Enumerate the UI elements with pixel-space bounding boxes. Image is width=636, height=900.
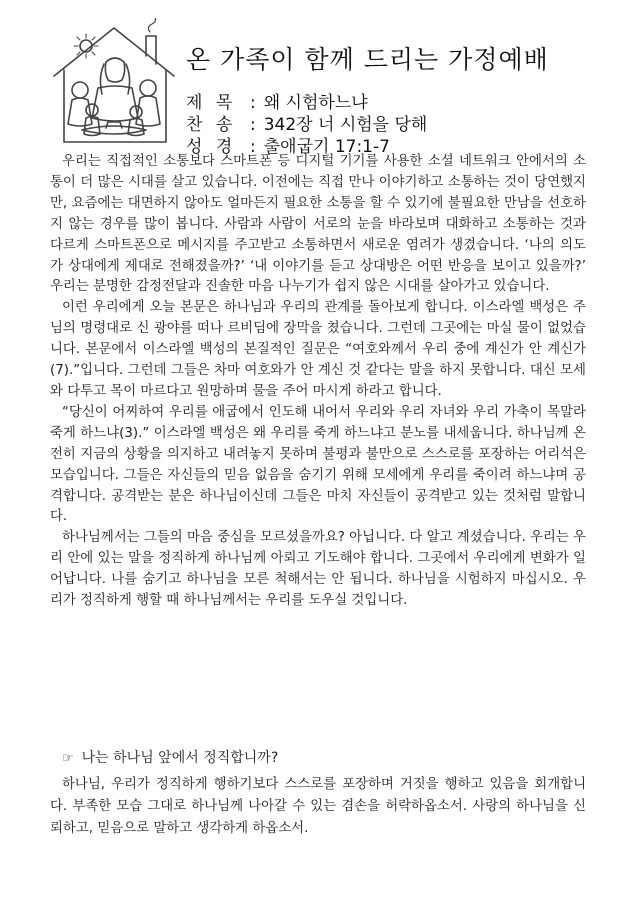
question-text: 나는 하나님 앞에서 정직합니까? — [81, 750, 279, 766]
page-title: 온 가족이 함께 드리는 가정예배 — [186, 45, 549, 74]
scripture-label: 성 경 — [186, 137, 237, 157]
sermon-title-row: 제 목 : 왜 시험하느냐 — [186, 88, 368, 113]
prayer-text: 하나님, 우리가 정직하게 행하기보다 스스로를 포장하며 거짓을 행하고 있음을 회개합니다. 부족한 모습 그대로 하나님께 나아갈 수 있는 겸손을 허락하옵소서. 사랑의 하나님을 신뢰하고, 믿음으로 말하고 생각하게 하옵소서. — [50, 777, 586, 836]
closing-prayer — [50, 774, 586, 840]
title-label: 제 목 — [186, 93, 237, 113]
title-value: 왜 시험하느냐 — [263, 93, 368, 113]
sermon-body — [50, 152, 586, 612]
scripture-row: 성 경 : 출애굽기 17:1-7 — [186, 132, 390, 157]
hymn-row: 찬 송 : 342장 너 시험을 당해 — [186, 110, 427, 135]
hymn-value: 342장 너 시험을 당해 — [263, 115, 428, 135]
body-paragraph-2: 이런 우리에게 오늘 본문은 하나님과 우리의 관계를 돌아보게 합니다. 이스라엘 백성은 주님의 명령대로 신 광야를 떠나 르비딤에 장막을 쳤습니다. 그런데 그곳에는 마실 물이 없었습니다. 본문에서 이스라엘 백성의 본질적인 질문은 “여호와께서 우리 중에 계신가 안 계신가(7).”입니다. 그런데 그들은 차마 여호와가 안 계신 것 같다는 말을 하지 못합니다. 대신 모세와 다투고 목이 마르다고 원망하며 물을 주어 마시게 하라고 합니다. — [50, 300, 586, 399]
hymn-label: 찬 송 — [186, 115, 237, 135]
body-paragraph-3: “당신이 어찌하여 우리를 애굽에서 인도해 내어서 우리와 우리 자녀와 우리 가축이 목말라 죽게 하느냐(3).” 이스라엘 백성은 왜 우리를 죽게 하느냐고 분노를 내세웁니다. 하나님께 온전히 지금의 상황을 의지하고 내려놓지 못하며 불평과 불만으로 스스로를 포장하는 어리석은 모습입니다. 그들은 자신들의 믿음 없음을 숨기기 위해 모세에게 우리를 죽이려 하느냐며 공격합니다. 공격받는 분은 하나님이신데 그들은 마치 자신들이 공격받고 있는 것처럼 말합니다. — [50, 404, 586, 525]
family-house-logo — [46, 18, 182, 150]
body-paragraph-1: 우리는 직접적인 소통보다 스마트폰 등 디지털 기기를 사용한 소셜 네트워크 안에서의 소통이 더 많은 시대를 살고 있습니다. 이전에는 직접 만나 이야기하고 소통하는 것이 당연했지만, 요즘에는 대면하지 않아도 얼마든지 필요한 소통을 할 수 있기에 불필요한 만남을 선호하지 않는 경우를 많이 봅니다. 사람과 사람이 서로의 눈을 바라보며 대화하고 소통하는 것과 다르게 스마트폰으로 메시지를 주고받고 소통하면서 새로운 염려가 생겼습니다. ‘나의 의도가 상대에게 제대로 전해졌을까?’ ‘내 이야기를 듣고 상대방은 어떤 반응을 보이고 있을까?’ 우리는 분명한 감정전달과 진솔한 마음 나누기가 쉽지 않은 시대를 살아가고 있습니다. — [50, 154, 586, 295]
body-paragraph-4: 하나님께서는 그들의 마음 중심을 모르셨을까요? 아닙니다. 다 알고 계셨습니다. 우리는 우리 안에 있는 말을 정직하게 하나님께 아뢰고 기도해야 합니다. 그곳에서 우리에게 변화가 일어납니다. 나를 숨기고 하나님을 모른 척해서는 안 됩니다. 하나님을 시험하지 마십시오. 우리가 정직하게 행할 때 하나님께서는 우리를 도우실 것입니다. — [50, 530, 586, 609]
scripture-value: 출애굽기 17:1-7 — [263, 137, 390, 157]
reflection-question — [62, 747, 278, 767]
pointing-hand-icon: ☞ — [62, 751, 74, 766]
